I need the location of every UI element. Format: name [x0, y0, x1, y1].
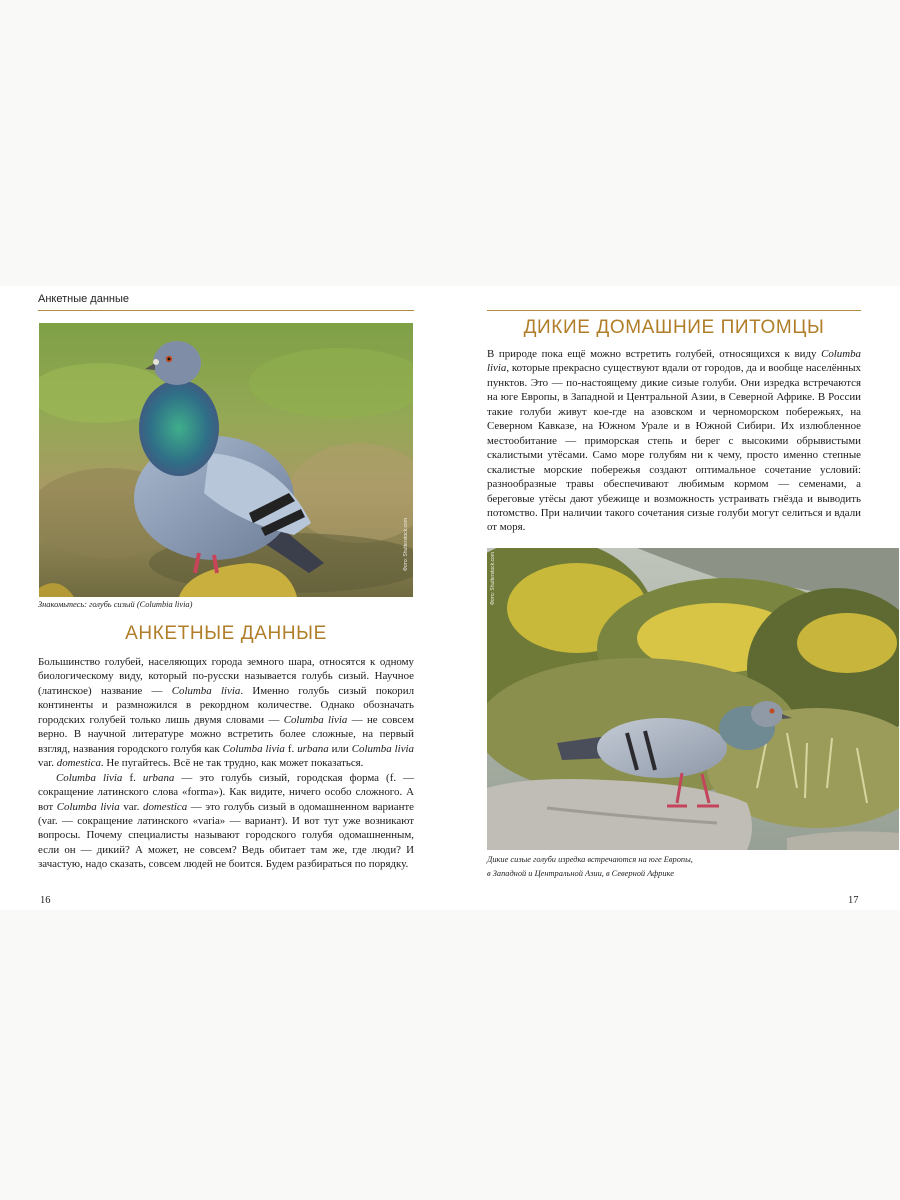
section-heading: ДИКИЕ ДОМАШНИЕ ПИТОМЦЫ [523, 317, 825, 338]
book-spread [0, 286, 900, 910]
paragraph: Большинство голубей, населяющих города земного шара, относятся к одному биологическому виду, который по-русски называется голубь сизый. Научное (латинское) название — Columba livia. Именно голубь сизый покорил континенты и размножился в рекордном количестве. Однако обозначать городских голубей только лишь двумя словами — Columba livia — не совсем верно. В научной литературе можно встретить более сложные, на первый взгляд, названия городского голубя как Columba livia f. urbana или Columba livia var. domestica. Не пугайтесь. Всё не так трудно, как может показаться. [38, 656, 415, 770]
section-heading: АНКЕТНЫЕ ДАННЫЕ [125, 623, 327, 644]
running-head: Анкетные данные [38, 293, 130, 305]
header-rule [487, 310, 861, 311]
paragraph: В природе пока ещё можно встретить голубей, относящихся к виду Columba livia, которые прекрасно существуют вдали от городов, да и вообще населённых пунктов. Это — по-настоящему дикие сизые голуби. Они изредка встречаются на юге Европы, в Западной и Центральной Азии, в Северной Африке. В России такие голуби живут кое-где на азовском и черноморском побережьях, на Северном Кавказе, на Южном Урале и в Южной Сибири. Их излюбленное местообитание — приморская степь и берег с высокими обрывистыми скалистыми утёсами. Само море голубям ни к чему, просто именно степные скалистые морские побережья создают оптимальное сочетание условий: разнообразные травы обеспечивают любимым кормом — семенами, а береговые утёсы дают убежище и возможность устраивать гнёзда и выводить потомство. При наличии такого сочетания сизые голуби могут селиться и вдали от моря. [487, 348, 861, 534]
photo-credit: Фото: Shutterstock.com [403, 518, 409, 571]
page-number: 16 [40, 895, 51, 906]
body-text [487, 347, 861, 535]
wild-pigeon-on-rock-image [487, 548, 899, 850]
header-rule [38, 310, 414, 311]
caption-line: Дикие сизые голуби изредка встречаются на юге Европы, [487, 855, 693, 864]
page-number: 17 [848, 895, 859, 906]
caption-line: в Западной и Центральной Азии, в Северной Африке [487, 869, 674, 878]
wild-pigeon-photo [487, 548, 899, 850]
photo-caption [487, 853, 861, 881]
pigeon-portrait-image [39, 323, 413, 597]
photo-credit: Фото: Shutterstock.com [490, 552, 496, 605]
paragraph: Columba livia f. urbana — это голубь сизый, городская форма (f. — сокращение латинского слова «forma»). Как видите, ничего особо сложного. А вот Columba livia var. domestica — это голубь сизый в одомашненном варианте (var. — сокращение латинского «varia» — вариант). И вот тут уже возникают вопросы. Почему специалисты называют городского голубя одомашненным, если он — дикий? А может, не совсем? Ведь обитает там же, где люди? И зачастую, надо сказать, совсем людей не боится. Будем разбираться по порядку. [38, 771, 415, 871]
right-page [487, 286, 861, 910]
photo-caption: Знакомьтесь: голубь сизый (Columbia livia) [38, 600, 193, 609]
body-text [38, 655, 414, 872]
left-page [38, 286, 414, 910]
pigeon-photo [39, 323, 413, 597]
